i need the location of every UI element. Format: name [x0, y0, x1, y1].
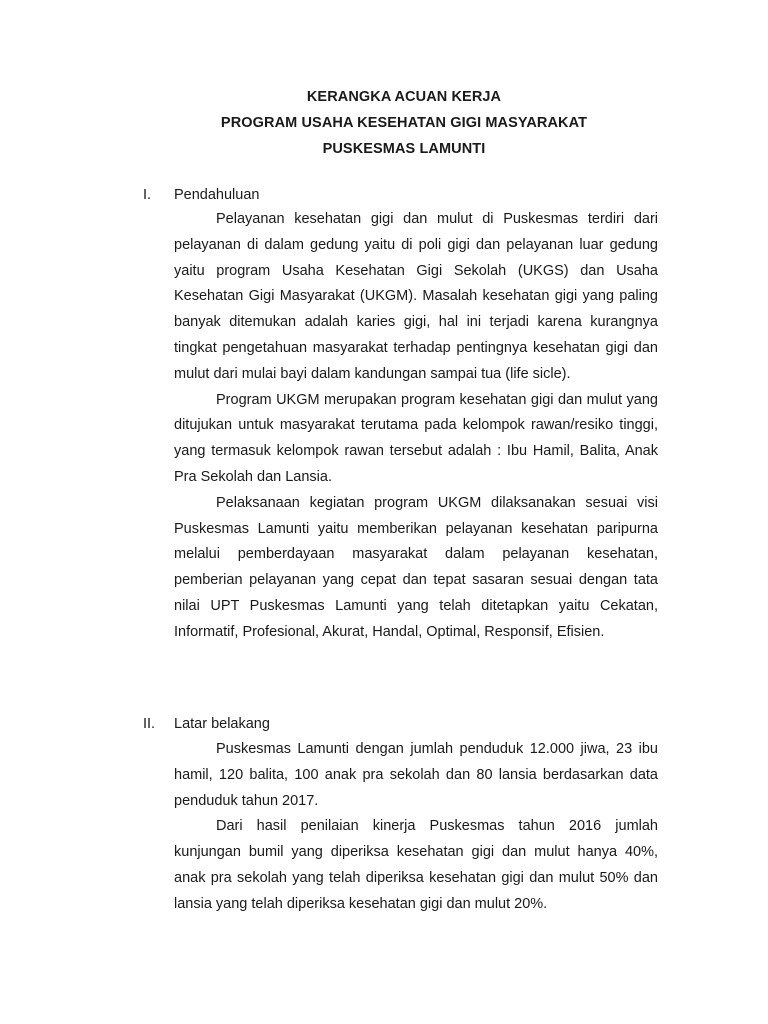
paragraph: Program UKGM merupakan program kesehatan gigi dan mulut yang ditujukan untuk masyarakat terutama pada kelompok rawan/resiko tinggi, yang termasuk kelompok rawan tersebut adalah : Ibu Hamil, Balita, Anak Pra Sekolah dan Lansia. [174, 391, 658, 485]
section-heading: Pendahuluan [174, 187, 260, 203]
paragraph: Dari hasil penilaian kinerja Puskesmas tahun 2016 jumlah kunjungan bumil yang diperiksa kesehatan gigi dan mulut hanya 40%, anak pra sekolah yang telah diperiksa kesehatan gigi dan mulut 50% dan lansia yang telah diperiksa kesehatan gigi dan mulut 20%. [174, 818, 658, 912]
title-line-1: KERANGKA ACUAN KERJA [306, 89, 502, 105]
title-line-3: PUSKESMAS LAMUNTI [322, 141, 486, 157]
section-number: II. [143, 716, 156, 732]
paragraph: Pelaksanaan kegiatan program UKGM dilaksanakan sesuai visi Puskesmas Lamunti yaitu memberikan pelayanan kesehatan paripurna melalui pemberdayaan masyarakat dalam pelayanan kesehatan, pemberian pelayanan yang cepat dan tepat sasaran sesuai dengan tata nilai UPT Puskesmas Lamunti yang telah ditetapkan yaitu Cekatan, Informatif, Profesional, Akurat, Handal, Optimal, Responsif, Efisien. [174, 494, 658, 640]
document-title [0, 84, 768, 162]
section-number: I. [143, 187, 152, 203]
paragraph: Puskesmas Lamunti dengan jumlah penduduk 12.000 jiwa, 23 ibu hamil, 120 balita, 100 anak pra sekolah dan 80 lansia berdasarkan data penduduk tahun 2017. [174, 741, 658, 809]
section-heading: Latar belakang [174, 716, 270, 732]
section-body [174, 207, 658, 646]
paragraph: Pelayanan kesehatan gigi dan mulut di Puskesmas terdiri dari pelayanan di dalam gedung yaitu di poli gigi dan pelayanan luar gedung yaitu program Usaha Kesehatan Gigi Sekolah (UKGS) dan Usaha Kesehatan Gigi Masyarakat (UKGM). Masalah kesehatan gigi yang paling banyak ditemukan adalah karies gigi, hal ini terjadi karena kurangnya tingkat pengetahuan masyarakat terhadap pentingnya kesehatan gigi dan mulut dari mulai bayi dalam kandungan sampai tua (life sicle). [174, 211, 658, 382]
section-body [174, 737, 658, 918]
title-line-2: PROGRAM USAHA KESEHATAN GIGI MASYARAKAT [220, 115, 588, 131]
